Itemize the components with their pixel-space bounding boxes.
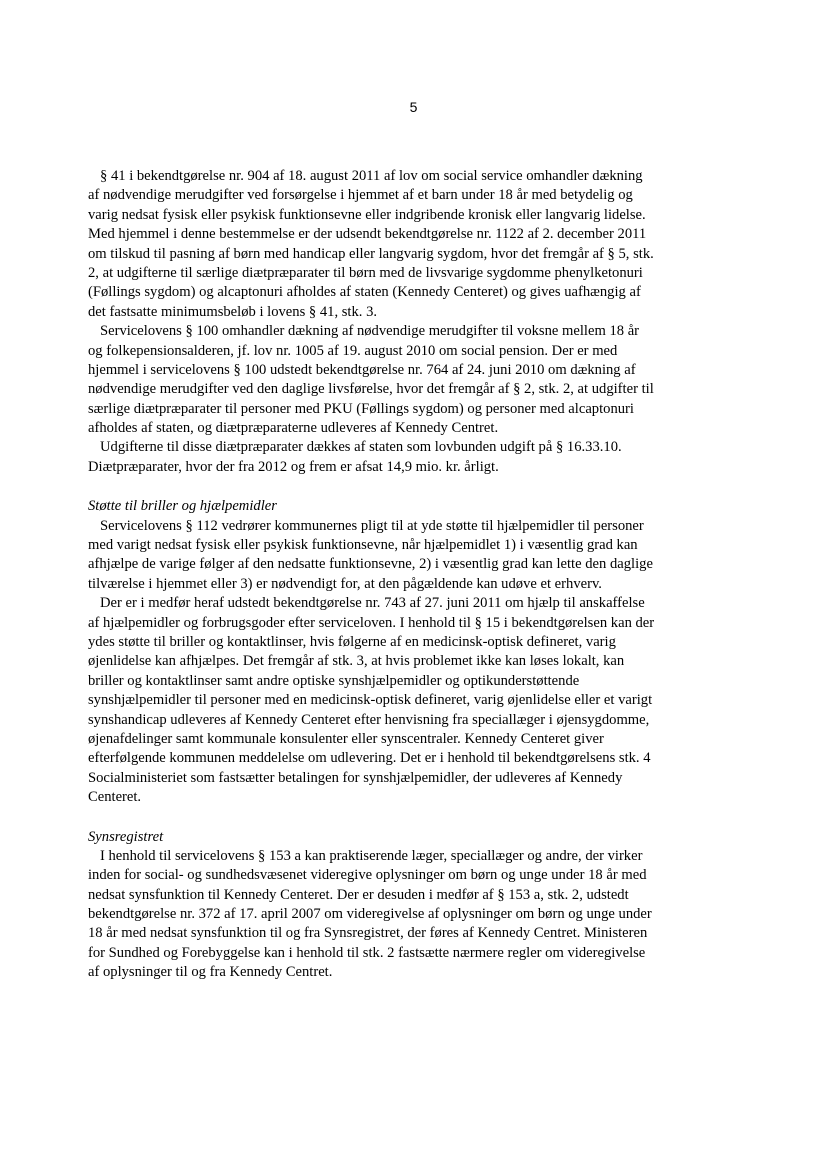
paragraph-line: Diætpræparater, hvor der fra 2012 og frem er afsat 14,9 mio. kr. årligt. (88, 458, 499, 475)
paragraph-line: bekendtgørelse nr. 372 af 17. april 2007 om videregivelse af oplysninger om børn og unge under (88, 906, 652, 923)
paragraph-line: 2, at udgifterne til særlige diætpræparater til børn med de livsvarige sygdomme phenylketonuri (88, 264, 643, 281)
paragraph-line: af oplysninger til og fra Kennedy Centret. (88, 964, 333, 981)
paragraph-line: nedsat synsfunktion til Kennedy Centeret. Der er desuden i medfør af § 153 a, stk. 2, udstedt (88, 886, 629, 903)
paragraph-line: Servicelovens § 112 vedrører kommunernes pligt til at yde støtte til hjælpemidler til personer (100, 517, 644, 534)
paragraph-line: ydes støtte til briller og kontaktlinser, hvis følgerne af en medicinsk-optisk defineret, varig (88, 633, 616, 650)
section-glasses-aids (88, 497, 748, 807)
paragraph-line: 18 år med nedsat synsfunktion til og fra Synsregistret, der føres af Kennedy Centret. Ministeren (88, 925, 648, 942)
paragraph-line: det fastsatte minimumsbeløb i lovens § 41, stk. 3. (88, 303, 378, 320)
paragraph-line: om tilskud til pasning af børn med handicap eller langvarig sygdom, hvor det fremgår af § 5, stk. (88, 245, 654, 262)
paragraph-line: af nødvendige merudgifter ved forsørgelse i hjemmet af et barn under 18 år med betydelig og (88, 187, 633, 204)
paragraph-line: hjemmel i servicelovens § 100 udstedt bekendtgørelse nr. 764 af 24. juni 2010 om dækning af (88, 361, 636, 378)
paragraph-line: Socialministeriet som fastsætter betalingen for synshjælpemidler, der udleveres af Kennedy (88, 769, 623, 786)
paragraph-line: Der er i medfør heraf udstedt bekendtgørelse nr. 743 af 27. juni 2011 om hjælp til anskaffelse (100, 595, 645, 612)
section-heading: Støtte til briller og hjælpemidler (88, 498, 277, 515)
paragraph-line: briller og kontaktlinser samt andre optiske synshjælpemidler og optikunderstøttende (88, 672, 580, 689)
paragraph-line: I henhold til servicelovens § 153 a kan praktiserende læger, speciallæger og andre, der virker (100, 847, 643, 864)
paragraph-line: § 41 i bekendtgørelse nr. 904 af 18. august 2011 af lov om social service omhandler dækning (100, 168, 643, 184)
paragraph-line: inden for social- og sundhedsvæsenet videregive oplysninger om børn og unge under 18 år med (88, 867, 647, 884)
paragraph-line: med varigt nedsat fysisk eller psykisk funktionsevne, når hjælpemidlet 1) i væsentlig grad kan (88, 537, 638, 554)
paragraph-line: tilværelse i hjemmet eller 3) er nødvendigt for, at den pågældende kan udøve et erhverv. (88, 575, 602, 592)
paragraph-line: efterfølgende kommunen meddelelse om udlevering. Det er i henhold til bekendtgørelsens stk. 4 (88, 750, 651, 767)
paragraph-line: øjenafdelinger samt kommunale konsulenter eller synscentraler. Kennedy Centeret giver (88, 730, 604, 747)
paragraph-line: nødvendige merudgifter ved den daglige livsførelse, hvor det fremgår af § 2, stk. 2, at udgifter til (88, 381, 654, 398)
paragraph-line: og folkepensionsalderen, jf. lov nr. 1005 af 19. august 2010 om social pension. Der er med (88, 342, 618, 359)
paragraph-line: for Sundhed og Forebyggelse kan i henhold til stk. 2 fastsætte nærmere regler om videregivelse (88, 944, 646, 961)
paragraph-line: øjenlidelse kan afhjælpes. Det fremgår af stk. 3, at hvis problemet ikke kan løses lokalt, kan (88, 653, 625, 670)
page-number: 5 (409, 99, 418, 115)
paragraph-line: afhjælpe de varige følger af den nedsatte funktionsevne, 2) i væsentlig grad kan lette den daglige (88, 556, 653, 573)
paragraph-line: varig nedsat fysisk eller psykisk funktionsevne eller indgribende kronisk eller langvarig lidelse. (88, 206, 646, 223)
paragraph-line: Centeret. (88, 789, 142, 806)
paragraph-line: afholdes af staten, og diætpræparaterne udleveres af Kennedy Centret. (88, 420, 499, 437)
paragraph-line: (Føllings sygdom) og alcaptonuri afholdes af staten (Kennedy Centeret) og gives uafhængig af (88, 284, 641, 301)
section-heading: Synsregistret (88, 828, 164, 845)
paragraph-line: Udgifterne til disse diætpræparater dækkes af staten som lovbunden udgift på § 16.33.10. (100, 439, 622, 456)
document-body (88, 167, 748, 983)
paragraph-line: synshandicap udleveres af Kennedy Centeret efter henvisning fra speciallæger i øjensygdomme, (88, 711, 650, 728)
paragraph-line: Servicelovens § 100 omhandler dækning af nødvendige merudgifter til voksne mellem 18 år (100, 323, 640, 340)
section-vision-registry (88, 828, 748, 983)
paragraph-line: af hjælpemidler og forbrugsgoder efter serviceloven. I henhold til § 15 i bekendtgørelsen kan der (88, 614, 655, 631)
section-diet-preparations (88, 167, 748, 477)
paragraph-line: Med hjemmel i denne bestemmelse er der udsendt bekendtgørelse nr. 1122 af 2. december 2011 (88, 226, 647, 243)
paragraph-line: synshjælpemidler til personer med en medicinsk-optisk defineret, varig øjenlidelse eller et varigt (88, 692, 653, 709)
paragraph-line: særlige diætpræparater til personer med PKU (Føllings sygdom) og personer med alcaptonuri (88, 400, 634, 417)
